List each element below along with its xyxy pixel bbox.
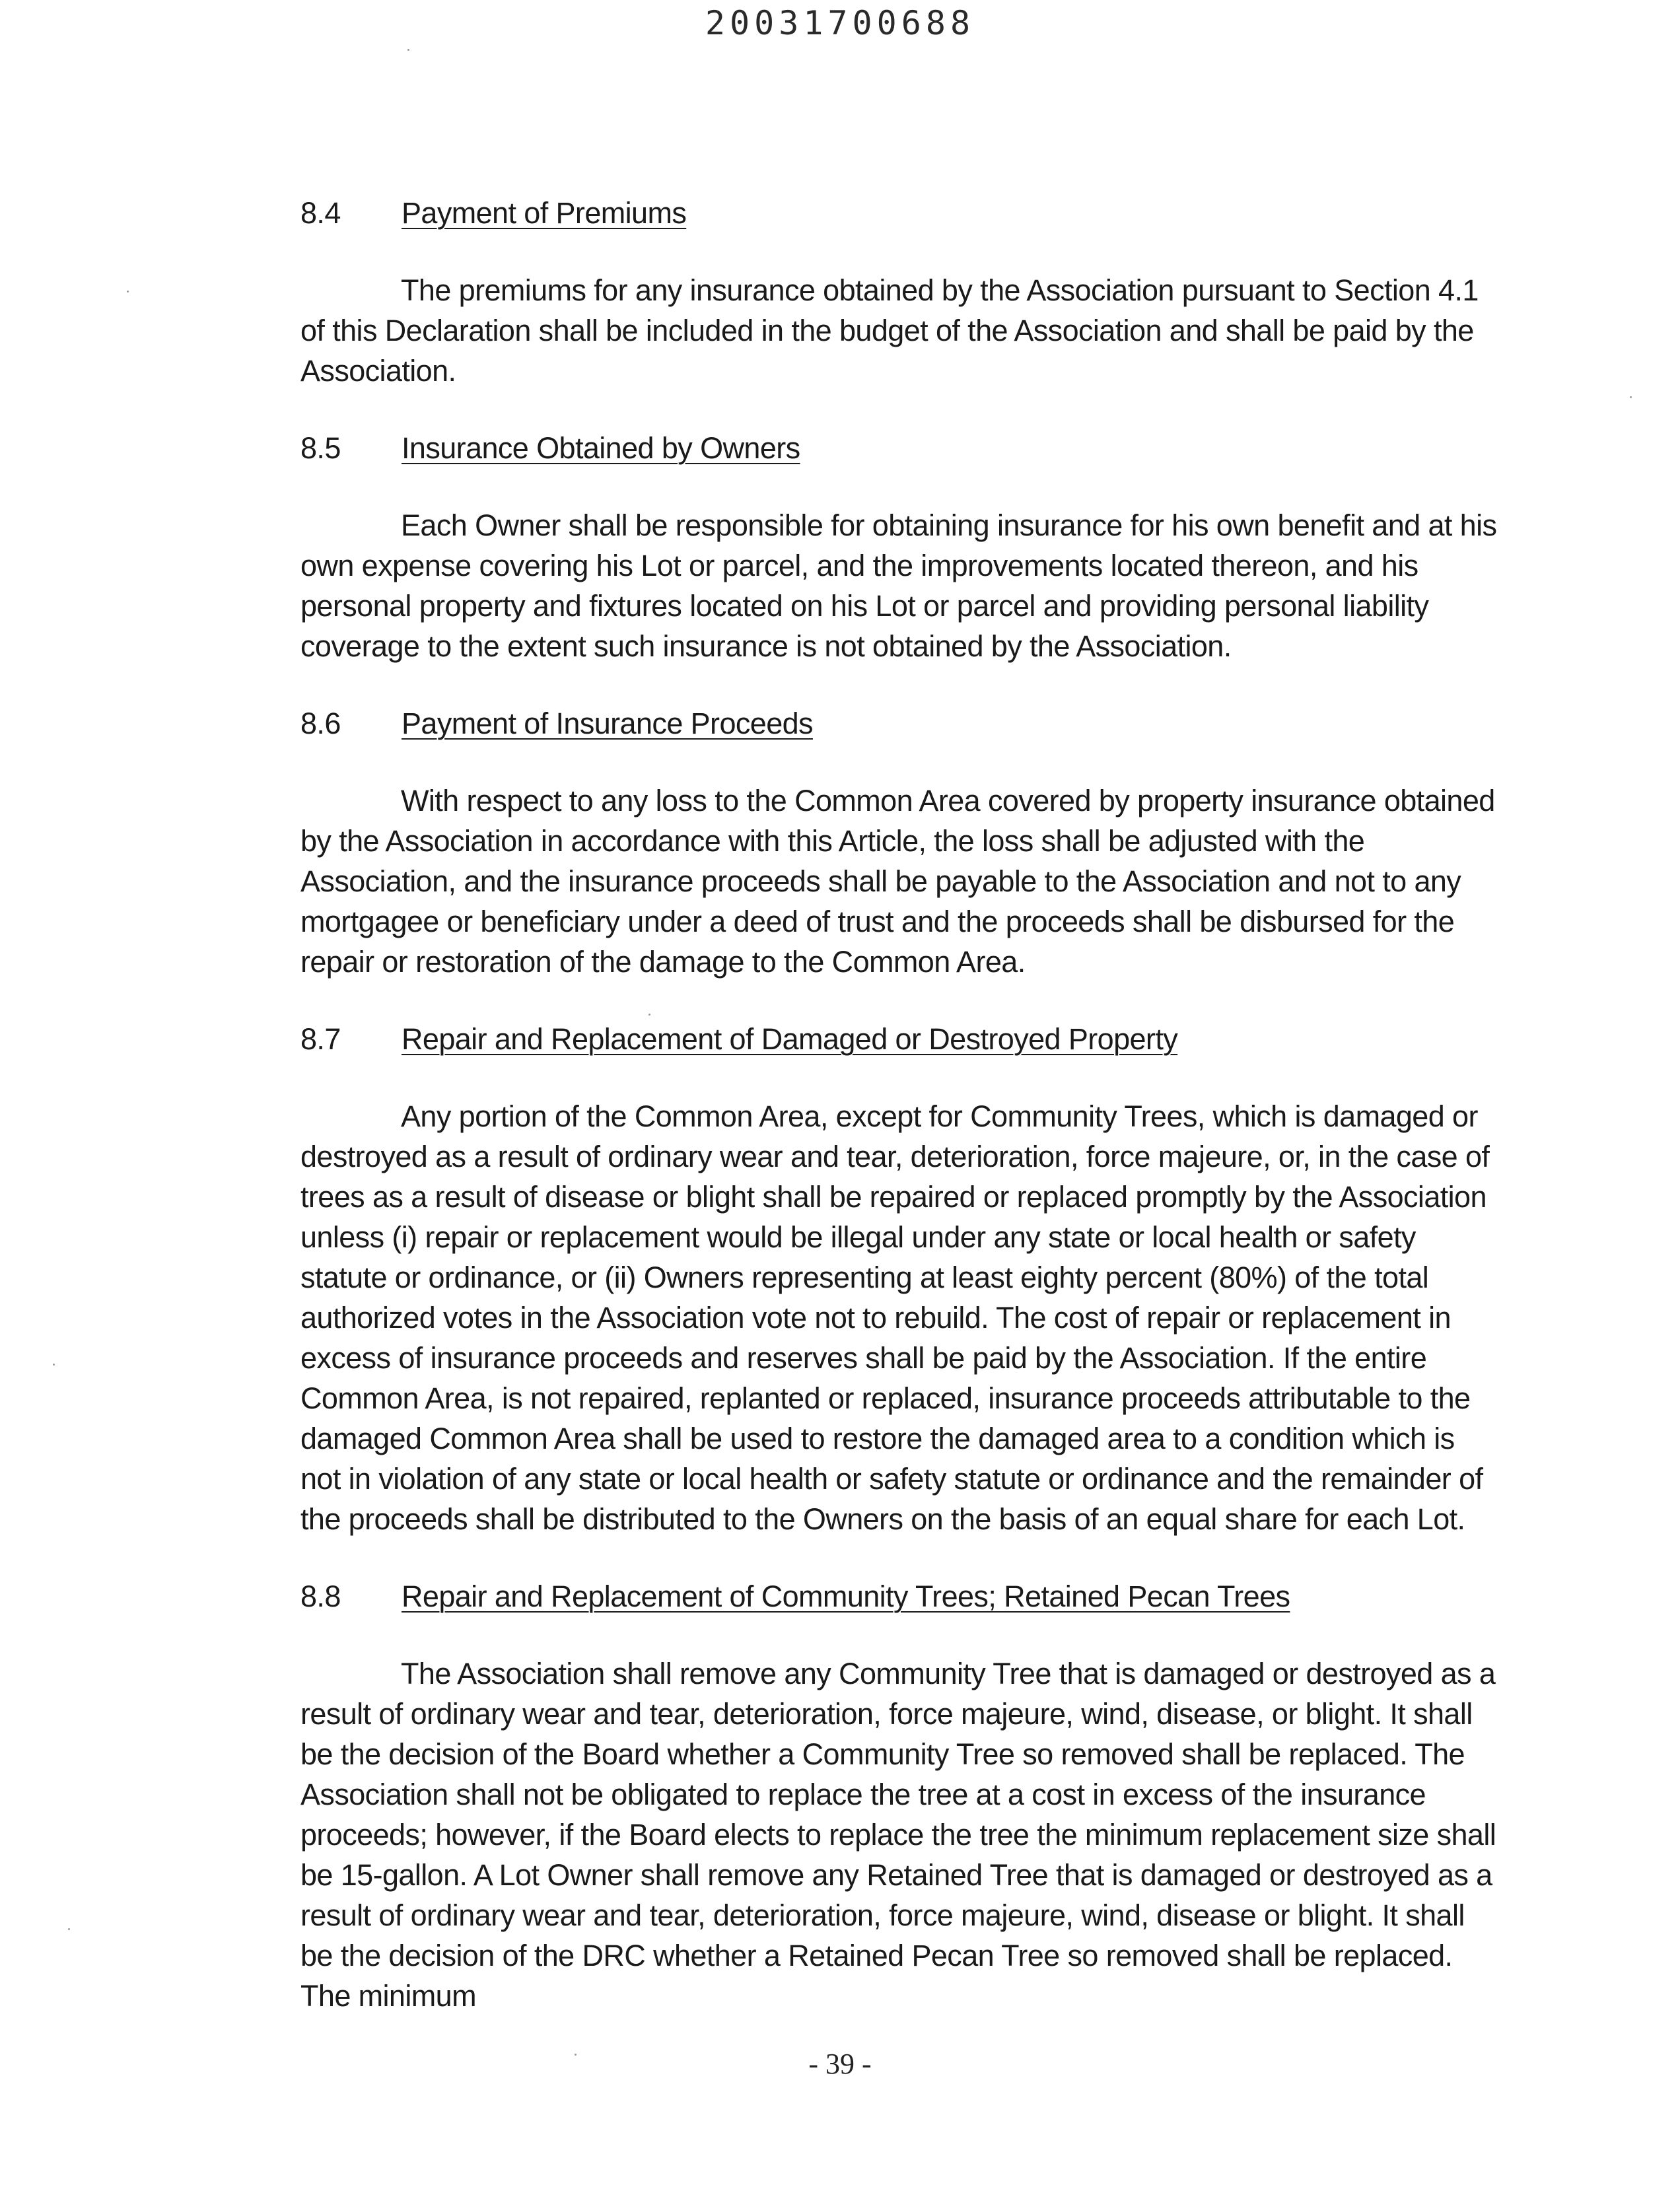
section-title: Repair and Replacement of Community Trees; Retained Pecan Trees (402, 1580, 1290, 1613)
section-heading (300, 1576, 1502, 1616)
section-number: 8.8 (300, 1580, 341, 1613)
section-paragraph: Each Owner shall be responsible for obtaining insurance for his own benefit and at his own expense covering his Lot or parcel, and the improvements located thereon, and his personal property and fixtures located on his Lot or parcel and providing personal liability coverage to the extent such insurance is not obtained by the Association. (300, 508, 1497, 663)
scan-speck (53, 1364, 55, 1366)
section-8-8 (300, 1576, 1502, 2016)
section-paragraph: The premiums for any insurance obtained by the Association pursuant to Section 4.1 of this Declaration shall be included in the budget of the Association and shall be paid by the Association. (300, 273, 1479, 388)
section-title: Payment of Premiums (402, 196, 687, 230)
section-heading (300, 193, 1502, 233)
section-8-5 (300, 428, 1502, 666)
section-heading (300, 428, 1502, 468)
section-8-7 (300, 1019, 1502, 1539)
section-paragraph: The Association shall remove any Community Tree that is damaged or destroyed as a result of ordinary wear and tear, deterioration, force majeure, wind, disease, or blight. It shall be the decision of the Board whether a Community Tree so removed shall be replaced. The Association shall not be obligated to replace the tree at a cost in excess of the insurance proceeds; however, if the Board elects to replace the tree the minimum replacement size shall be 15-gallon. A Lot Owner shall remove any Retained Tree that is damaged or destroyed as a result of ordinary wear and tear, deterioration, force majeure, wind, disease or blight. It shall be the decision of the DRC whether a Retained Pecan Tree so removed shall be replaced. The minimum (300, 1657, 1496, 2013)
section-paragraph: Any portion of the Common Area, except for Community Trees, which is damaged or destroyed as a result of ordinary wear and tear, deterioration, force majeure, or, in the case of trees as a result of disease or blight shall be repaired or replaced promptly by the Association unless (i) repair or replacement would be illegal under any state or local health or safety statute or ordinance, or (ii) Owners representing at least eighty percent (80%) of the total authorized votes in the Association vote not to rebuild. The cost of repair or replacement in excess of insurance proceeds and reserves shall be paid by the Association. If the entire Common Area, is not repaired, replanted or replaced, insurance proceeds attributable to the damaged Common Area shall be used to restore the damaged area to a condition which is not in violation of any state or local health or safety statute or ordinance and the remainder of the proceeds shall be distributed to the Owners on the basis of an equal share for each Lot. (300, 1099, 1490, 1536)
section-paragraph: With respect to any loss to the Common Area covered by property insurance obtained by the Association in accordance with this Article, the loss shall be adjusted with the Association, and the insurance proceeds shall be payable to the Association and not to any mortgagee or beneficiary under a deed of trust and the proceeds shall be disbursed for the repair or restoration of the damage to the Common Area. (300, 784, 1495, 979)
section-8-4 (300, 193, 1502, 391)
scan-speck (68, 1928, 70, 1930)
section-8-6 (300, 703, 1502, 982)
section-title: Repair and Replacement of Damaged or Destroyed Property (402, 1022, 1178, 1056)
section-title: Payment of Insurance Proceeds (402, 707, 813, 740)
scan-speck (127, 291, 129, 293)
section-number: 8.4 (300, 196, 341, 230)
recording-number: 20031700688 (705, 4, 975, 42)
page-number: - 39 - (808, 2048, 872, 2080)
section-heading (300, 1019, 1502, 1059)
section-number: 8.5 (300, 431, 341, 465)
scan-speck (575, 2054, 577, 2056)
section-heading (300, 703, 1502, 744)
scan-speck (407, 49, 409, 51)
section-title: Insurance Obtained by Owners (402, 431, 800, 465)
section-number: 8.6 (300, 707, 341, 740)
document-body (300, 193, 1502, 2016)
section-number: 8.7 (300, 1022, 341, 1056)
scan-speck (1630, 396, 1632, 398)
scan-speck (648, 1014, 650, 1016)
